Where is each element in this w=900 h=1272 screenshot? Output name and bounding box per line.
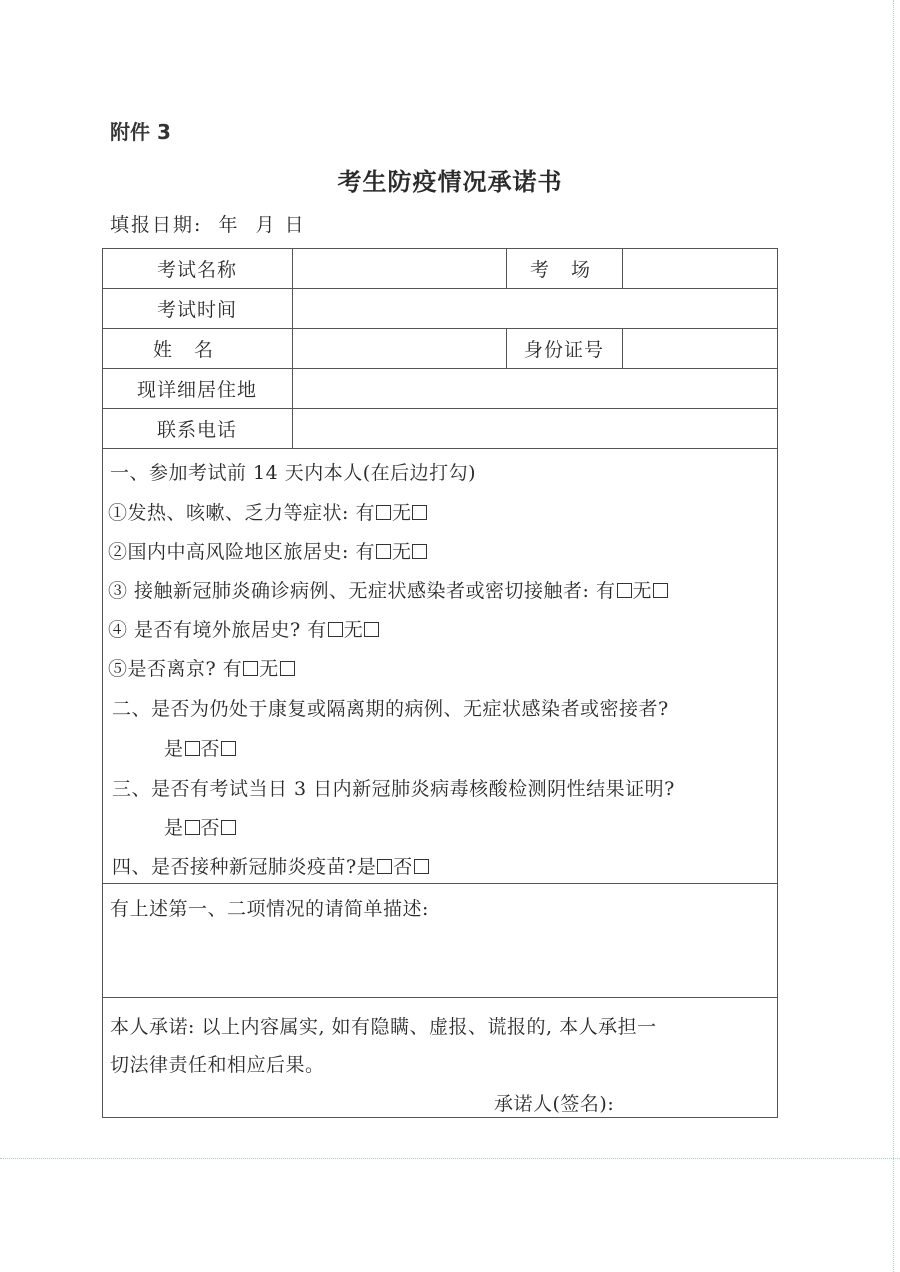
phone-label: 联系电话 <box>156 419 237 441</box>
yes-checkbox[interactable] <box>617 583 632 598</box>
yes-option-label: 有 <box>355 502 375 524</box>
no-option-label: 否 <box>393 856 413 878</box>
scan-edge-bottom <box>0 1158 900 1159</box>
section3-answer <box>164 815 237 841</box>
yes-option-label: 有 <box>596 580 616 602</box>
yes-checkbox[interactable] <box>185 741 200 756</box>
column-divider <box>622 248 623 288</box>
exam-site-label: 考 场 <box>529 259 599 281</box>
attachment-label: 附件 3 <box>110 120 171 144</box>
no-option-label: 否 <box>200 738 221 760</box>
description-prompt: 有上述第一、二项情况的请简单描述: <box>110 898 429 920</box>
exam-time-label: 考试时间 <box>156 299 237 321</box>
id-number-label: 身份证号 <box>523 339 604 361</box>
yes-checkbox[interactable] <box>376 505 391 520</box>
no-checkbox[interactable] <box>221 741 236 756</box>
section2-question: 二、是否为仍处于康复或隔离期的病例、无症状感染者或密接者? <box>112 698 669 720</box>
form-table <box>102 248 778 1118</box>
name-label: 姓 名 <box>152 339 222 361</box>
exam-name-label: 考试名称 <box>156 259 237 281</box>
section4-question <box>112 854 430 880</box>
question-text: ⑤是否离京? <box>108 658 217 680</box>
question-text: 四、是否接种新冠肺炎疫苗? <box>112 856 357 878</box>
no-checkbox[interactable] <box>412 544 427 559</box>
no-option-label: 无 <box>259 658 279 680</box>
table-border-bottom <box>102 1117 778 1118</box>
question-risk-area <box>108 539 428 565</box>
no-option-label: 无 <box>343 619 364 641</box>
fill-date: 填报日期: 年 月 日 <box>110 214 306 236</box>
yes-checkbox[interactable] <box>328 622 343 637</box>
no-checkbox[interactable] <box>412 505 427 520</box>
no-option-label: 否 <box>200 817 221 839</box>
table-border-top <box>102 248 778 249</box>
no-option-label: 无 <box>391 541 412 563</box>
signature-label: 承诺人(签名): <box>494 1093 615 1115</box>
yes-option-label: 是 <box>164 817 184 839</box>
section-divider <box>102 997 778 998</box>
section3-question: 三、是否有考试当日 3 日内新冠肺炎病毒核酸检测阴性结果证明? <box>112 778 675 800</box>
yes-option-label: 有 <box>355 541 375 563</box>
yes-option-label: 有 <box>222 658 243 680</box>
question-symptoms <box>108 500 428 526</box>
table-border-right <box>777 248 778 1118</box>
section2-answer <box>164 736 237 762</box>
question-left-beijing <box>108 656 296 682</box>
question-text: ②国内中高风险地区旅居史: <box>108 541 349 563</box>
pledge-text-line1: 本人承诺: 以上内容属实, 如有隐瞒、虚报、谎报的, 本人承担一 <box>110 1016 657 1038</box>
question-text: ④ 是否有境外旅居史? <box>108 619 301 641</box>
no-checkbox[interactable] <box>364 622 379 637</box>
section-divider <box>102 883 778 884</box>
no-checkbox[interactable] <box>653 583 668 598</box>
question-text: ③ 接触新冠肺炎确诊病例、无症状感染者或密切接触者: <box>108 580 590 602</box>
section1-heading: 一、参加考试前 14 天内本人(在后边打勾) <box>110 462 477 484</box>
address-label: 现详细居住地 <box>136 379 257 401</box>
yes-option-label: 是 <box>164 738 184 760</box>
column-divider <box>292 248 293 448</box>
question-overseas <box>108 617 380 643</box>
question-text: ①发热、咳嗽、乏力等症状: <box>108 502 349 524</box>
no-checkbox[interactable] <box>221 820 236 835</box>
no-option-label: 无 <box>632 580 653 602</box>
yes-checkbox[interactable] <box>243 661 258 676</box>
no-checkbox[interactable] <box>414 859 429 874</box>
no-option-label: 无 <box>391 502 412 524</box>
yes-checkbox[interactable] <box>185 820 200 835</box>
column-divider <box>622 328 623 368</box>
yes-checkbox[interactable] <box>376 544 391 559</box>
pledge-text-line2: 切法律责任和相应后果。 <box>110 1054 325 1076</box>
yes-option-label: 是 <box>356 856 377 878</box>
yes-option-label: 有 <box>307 619 327 641</box>
no-checkbox[interactable] <box>280 661 295 676</box>
document-title: 考生防疫情况承诺书 <box>337 168 563 196</box>
yes-checkbox[interactable] <box>377 859 392 874</box>
question-contact <box>108 578 669 604</box>
